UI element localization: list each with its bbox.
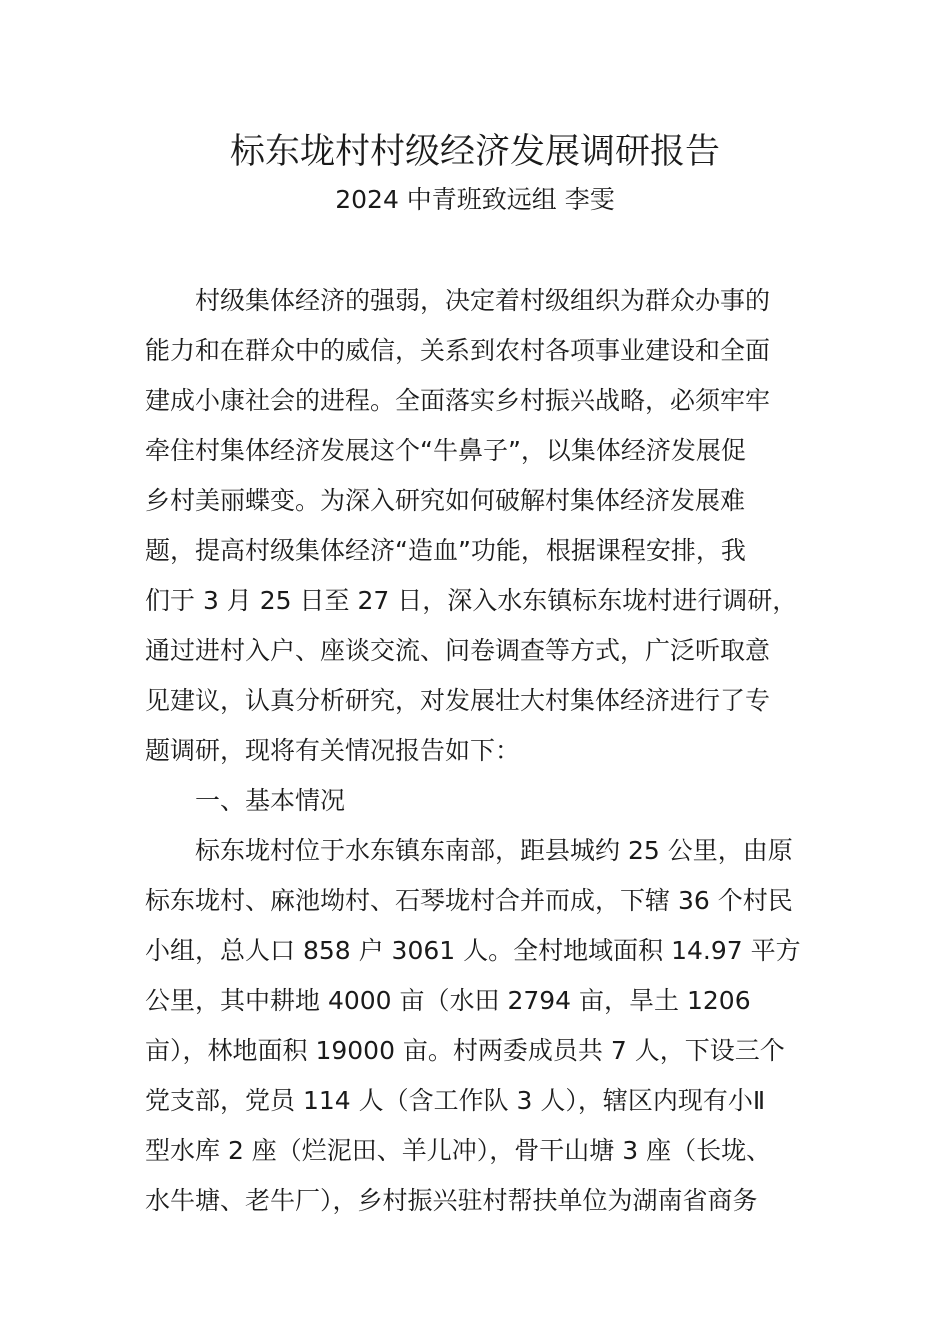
paragraph-line: 党支部，党员 114 人（含工作队 3 人），辖区内现有小Ⅱ (145, 1086, 766, 1115)
paragraph-line: 建成小康社会的进程。全面落实乡村振兴战略，必须牢牢 (145, 386, 771, 415)
paragraph-line: 亩），林地面积 19000 亩。村两委成员共 7 人，下设三个 (145, 1036, 785, 1065)
paragraph-line: 见建议，认真分析研究，对发展壮大村集体经济进行了专 (145, 686, 771, 715)
document-body (145, 276, 805, 1226)
paragraph-line: 牵住村集体经济发展这个“牛鼻子”，以集体经济发展促 (145, 436, 746, 465)
paragraph-line: 村级集体经济的强弱，决定着村级组织为群众办事的 (195, 286, 771, 315)
document-title: 标东垅村村级经济发展调研报告 (229, 132, 720, 172)
paragraph-line: 能力和在群众中的威信，关系到农村各项事业建设和全面 (145, 336, 771, 365)
section-heading: 一、基本情况 (195, 786, 346, 815)
paragraph-line: 水牛塘、老牛厂），乡村振兴驻村帮扶单位为湖南省商务 (145, 1186, 758, 1215)
paragraph-line: 题调研，现将有关情况报告如下： (145, 736, 521, 765)
paragraph-line: 们于 3 月 25 日至 27 日，深入水东镇标东垅村进行调研， (145, 586, 798, 615)
paragraph-line: 题，提高村级集体经济“造血”功能，根据课程安排，我 (145, 536, 746, 565)
paragraph-line: 公里，其中耕地 4000 亩（水田 2794 亩，旱土 1206 (145, 986, 751, 1015)
paragraph-line: 标东垅村、麻池坳村、石琴垅村合并而成，下辖 36 个村民 (145, 886, 793, 915)
paragraph-line: 小组，总人口 858 户 3061 人。全村地域面积 14.97 平方 (145, 936, 801, 965)
paragraph-line: 乡村美丽蝶变。为深入研究如何破解村集体经济发展难 (145, 486, 746, 515)
paragraph-line: 型水库 2 座（烂泥田、羊儿冲），骨干山塘 3 座（长垅、 (145, 1136, 772, 1165)
paragraph-line: 通过进村入户、座谈交流、问卷调查等方式，广泛听取意 (145, 636, 771, 665)
paragraph-line: 标东垅村位于水东镇东南部，距县城约 25 公里，由原 (195, 836, 793, 865)
document-subtitle: 2024 中青班致远组 李雯 (335, 185, 615, 214)
